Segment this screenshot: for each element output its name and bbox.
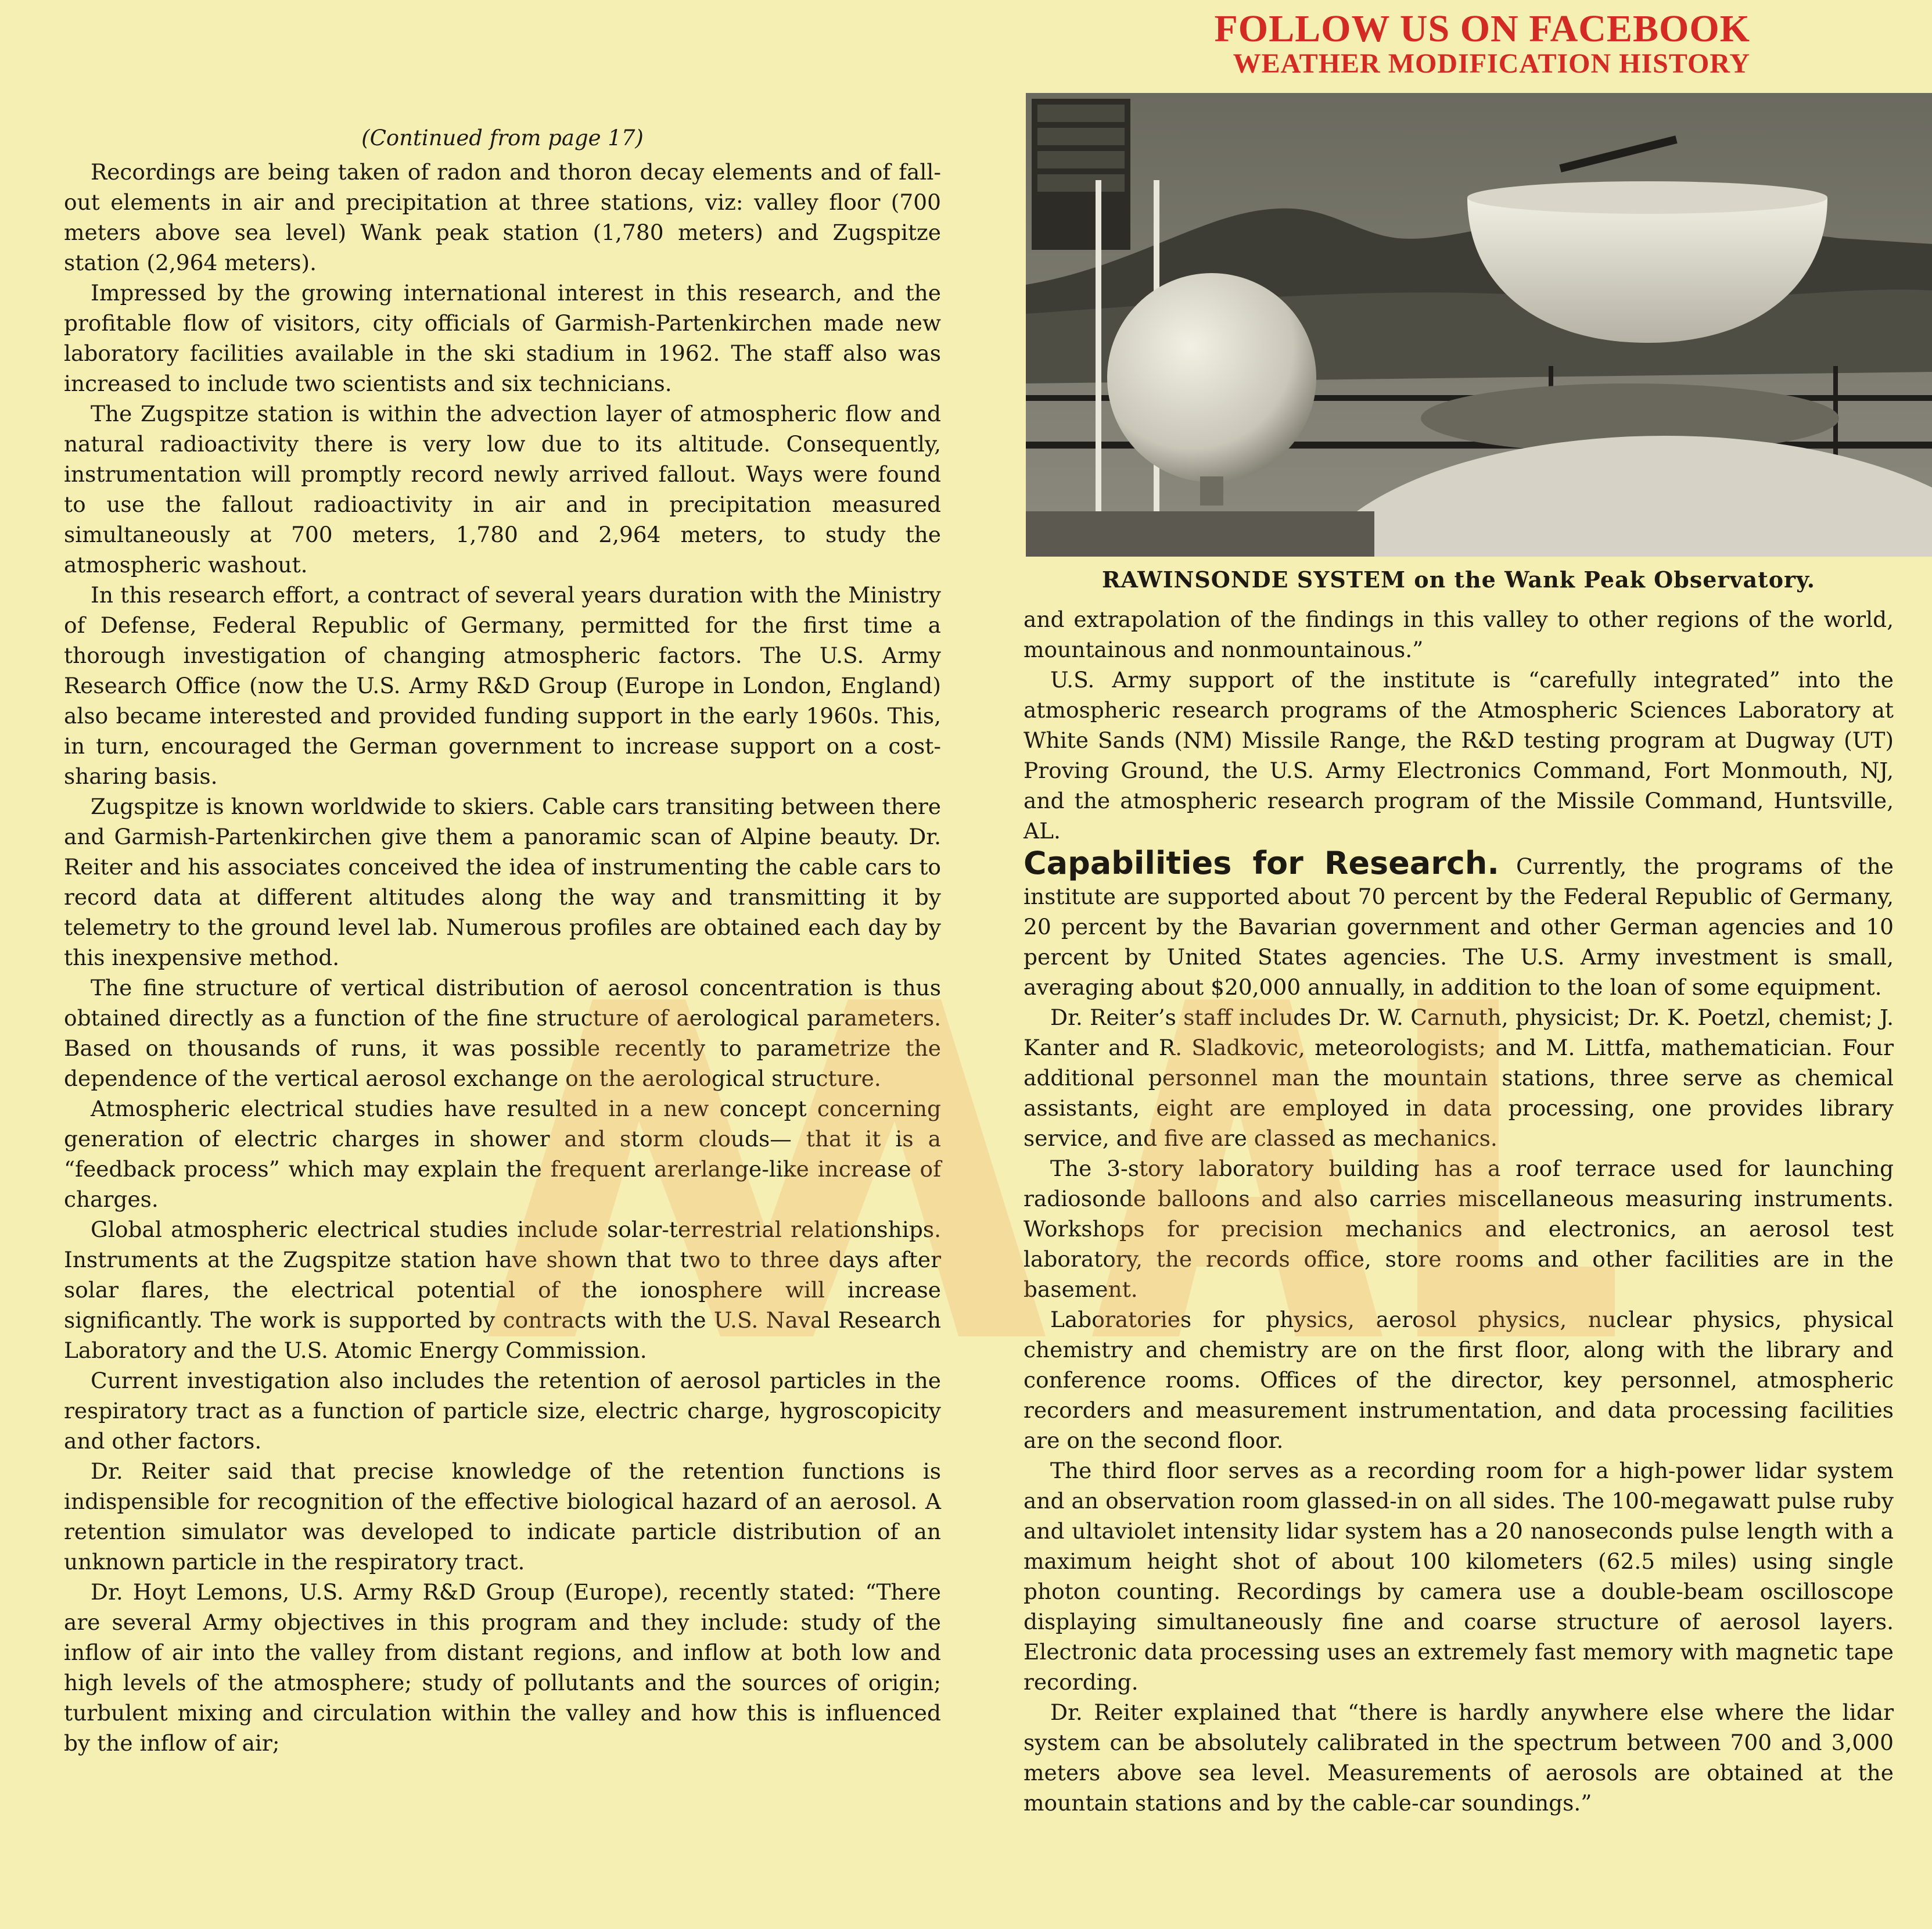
paragraph: Dr. Reiter’s staff includes Dr. W. Carnuth, physicist; Dr. K. Poetzl, chemist; J. Kanter and R. Sladkovic, meteorologists; and M. Littfa, mathematician. Four additional personnel man the mountain stations, three serve as chemical assistants, eight are employed in data processing, one provides library service, and five are classed as mechanics. xyxy=(1024,1005,1894,1151)
paragraph: Impressed by the growing international interest in this research, and the profitable flow of visitors, city officials of Garmish-Partenkirchen made new laboratory facilities available in the ski stadium in 1962. The staff also was increased to include two scientists and six technicians. xyxy=(64,280,941,396)
paragraph: Dr. Hoyt Lemons, U.S. Army R&D Group (Europe), recently stated: “There are several Army objectives in this program and they include: study of the inflow of air into the valley from distant regions, and inflow at both low and high levels of the atmosphere; study of pollutants and the sources of origin; turbulent mixing and circulation within the valley and how this is influenced by the inflow of air; xyxy=(64,1579,941,1756)
paragraph: Current investigation also includes the retention of aerosol particles in the respiratory tract as a function of particle size, electric charge, hygroscopicity and other factors. xyxy=(64,1368,941,1454)
facebook-banner-text[interactable]: FOLLOW US ON FACEBOOK xyxy=(1214,8,1750,50)
paragraph: The fine structure of vertical distribution of aerosol concentration is thus obtained directly as a function of the fine structure of aerological parameters. Based on thousands of runs, it was possible recently to parametrize the dependence of the vertical aerosol exchange on the aerological structure. xyxy=(64,975,941,1091)
right-column xyxy=(1024,604,1894,1818)
continued-note: (Continued from page 17) xyxy=(361,126,644,150)
paragraph: Dr. Reiter said that precise knowledge of the retention functions is indispensible for recognition of the effective biological hazard of an aerosol. A retention simulator was developed to indicate particle distribution of an unknown particle in the respiratory tract. xyxy=(64,1458,941,1575)
paragraph: Global atmospheric electrical studies include solar-terrestrial relationships. Instruments at the Zugspitze station have shown that two to three days after solar flares, the electrical potential of the ionosphere will increase significantly. The work is supported by contracts with the U.S. Naval Research Laboratory and the U.S. Atomic Energy Commission. xyxy=(64,1217,941,1363)
history-banner-text: WEATHER MODIFICATION HISTORY xyxy=(1233,48,1750,79)
paragraph: Dr. Reiter explained that “there is hardly anywhere else where the lidar system can be absolutely calibrated in the spectrum between 700 and 3,000 meters above sea level. Measurements of aerosols are obtained at the mountain stations and by the cable-car soundings.” xyxy=(1024,1699,1894,1816)
paragraph: Laboratories for physics, aerosol physics, nuclear physics, physical chemistry and chemistry are on the first floor, along with the library and conference rooms. Offices of the director, key personnel, atmospheric recorders and measurement instrumentation, and data processing facilities are on the second floor. xyxy=(1024,1307,1894,1453)
paragraph: In this research effort, a contract of several years duration with the Ministry of Defense, Federal Republic of Germany, permitted for the first time a thorough investigation of changing atmospheric factors. The U.S. Army Research Office (now the U.S. Army R&D Group (Europe in London, England) also became interested and provided funding support in the early 1960s. This, in turn, encouraged the German government to increase support on a cost-sharing basis. xyxy=(64,582,941,789)
section-paragraph xyxy=(1024,846,1894,1002)
paragraph: U.S. Army support of the institute is “carefully integrated” into the atmospheric research programs of the Atmospheric Sciences Laboratory at White Sands (NM) Missile Range, the R&D testing program at Dugway (UT) Proving Ground, the U.S. Army Electronics Command, Fort Monmouth, NJ, and the atmospheric research program of the Missile Command, Huntsville, AL. xyxy=(1024,667,1894,844)
paragraph: and extrapolation of the findings in this valley to other regions of the world, mountainous and nonmountainous.” xyxy=(1024,607,1894,662)
photo-caption: RAWINSONDE SYSTEM on the Wank Peak Observatory. xyxy=(1101,566,1816,593)
left-column xyxy=(64,123,941,1758)
paragraph: The 3-story laboratory building has a roof terrace used for launching radiosonde balloons and also carries miscellaneous measuring instruments. Workshops for precision mechanics and electronics, an aerosol test laboratory, the records office, store rooms and other facilities are in the basement. xyxy=(1024,1156,1894,1302)
section-heading: Capabilities for Research. xyxy=(1024,845,1499,881)
header-banner xyxy=(1169,9,1750,79)
paragraph: Zugspitze is known worldwide to skiers. Cable cars transiting between there and Garmish-Partenkirchen give them a panoramic scan of Alpine beauty. Dr. Reiter and his associates conceived the idea of instrumenting the cable cars to record data at different altitudes along the way and transmitting it by telemetry to the ground level lab. Numerous profiles are obtained each day by this inexpensive method. xyxy=(64,794,941,970)
paragraph: The Zugspitze station is within the advection layer of atmospheric flow and natural radioactivity there is very low due to its altitude. Consequently, instrumentation will promptly record newly arrived fallout. Ways were found to use the fallout radioactivity in air and in precipitation measured simultaneously at 700 meters, 1,780 and 2,964 meters, to study the atmospheric washout. xyxy=(64,401,941,578)
rawinsonde-photo xyxy=(1026,93,1932,557)
section-text: Currently, the programs of the institute are supported about 70 percent by the Federal Republic of Germany, 20 percent by the Bavarian government and other German agencies and 10 percent by United States agencies. The U.S. Army investment is small, averaging about $20,000 annually, in addition to the loan of some equipment. xyxy=(1024,854,1894,1000)
paragraph: Atmospheric electrical studies have resulted in a new concept concerning generation of electric charges in shower and storm clouds— that it is a “feedback process” which may explain the frequent arerlange-like increase of charges. xyxy=(64,1096,941,1212)
paragraph: The third floor serves as a recording room for a high-power lidar system and an observation room glassed-in on all sides. The 100-megawatt pulse ruby and ultaviolet intensity lidar system has a 20 nanoseconds pulse length with a maximum height shot of about 100 kilometers (62.5 miles) using single photon counting. Recordings by camera use a double-beam oscilloscope displaying simultaneously fine and coarse structure of aerosol layers. Electronic data processing uses an extremely fast memory with magnetic tape recording. xyxy=(1024,1458,1894,1695)
paragraph: Recordings are being taken of radon and thoron decay elements and of fall-out elements in air and precipitation at three stations, viz: valley floor (700 meters above sea level) Wank peak station (1,780 meters) and Zugspitze station (2,964 meters). xyxy=(64,159,941,275)
